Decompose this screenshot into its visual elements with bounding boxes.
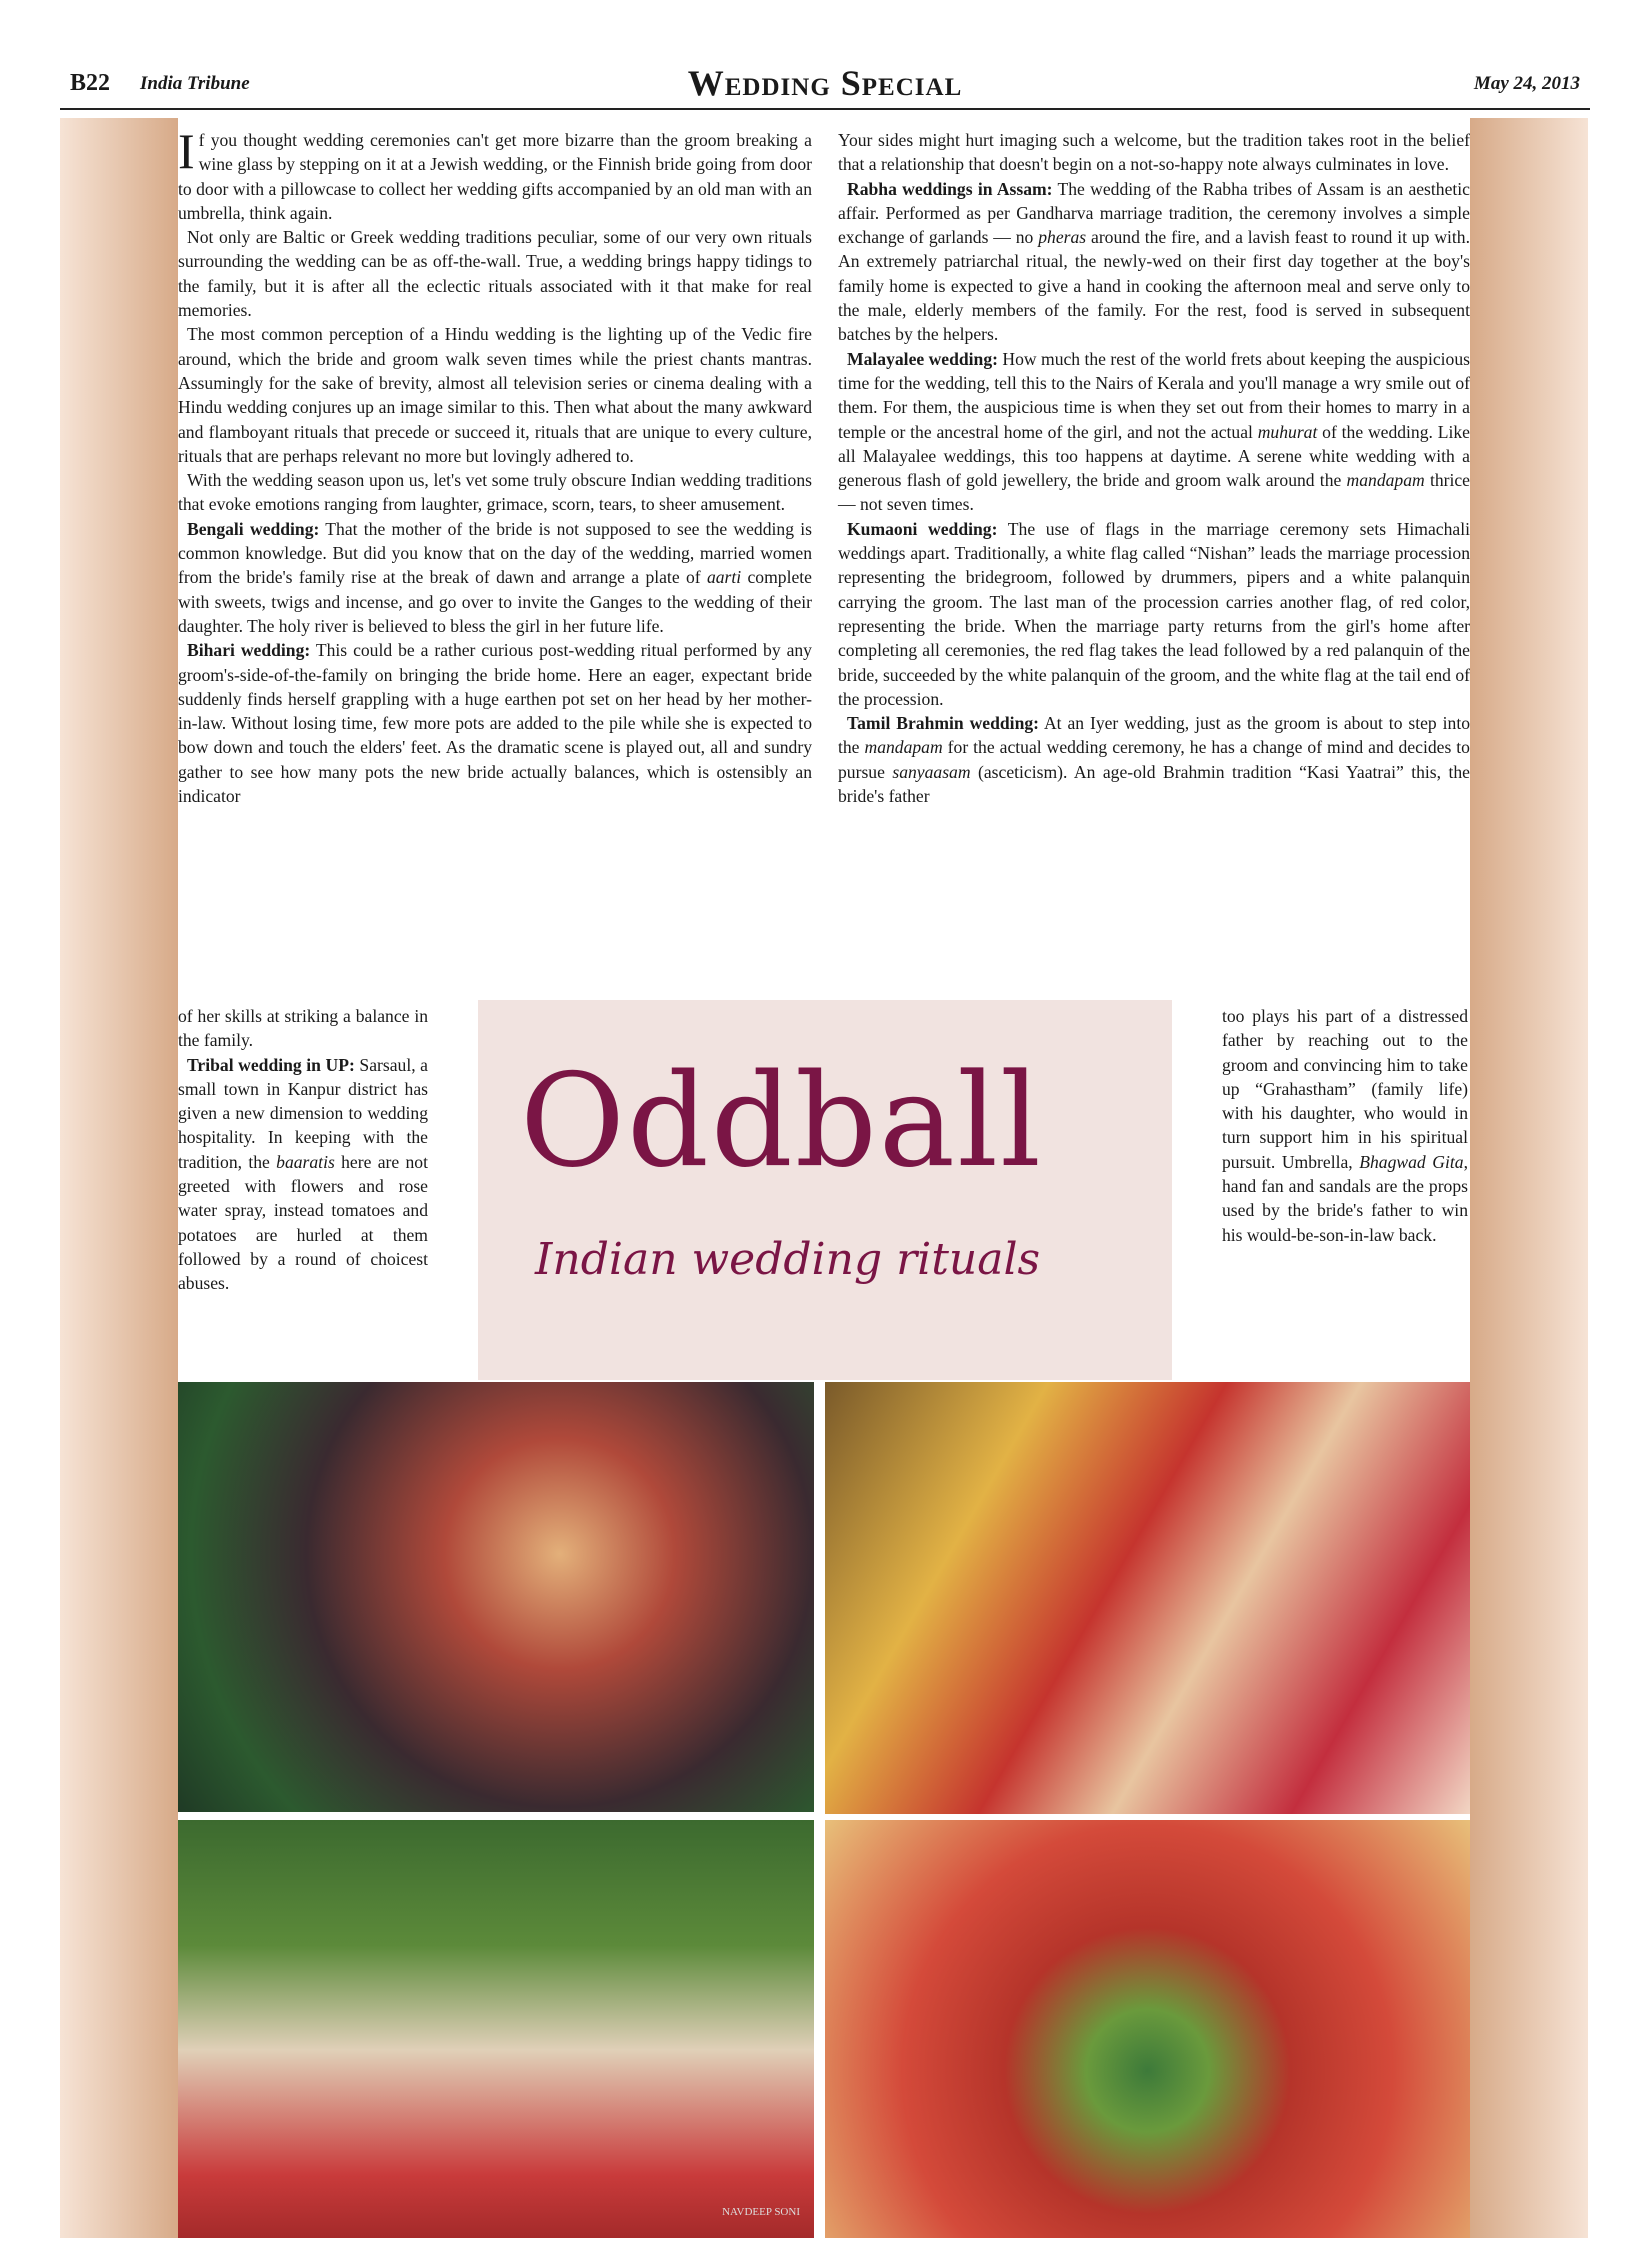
paragraph: too plays his part of a distressed father by reaching out to the groom and convincing him to take up “Grahastham” (family life) with his daughter, who would in turn support him in his spiritual pursuit. Umbrella, Bhagwad Gita, hand fan and sandals are the props used by the bride's father to win his would-be-son-in-law back.: [1222, 1006, 1468, 1245]
tribal-section: Tribal wedding in UP: Sarsaul, a small town in Kanpur district has given a new dimension to wedding hospitality. In keeping with the tradition, the baaratis here are not greeted with flowers and rose water spray, instead tomatoes and potatoes are hurled at them followed by a round of choicest abuses.: [178, 1054, 428, 1294]
article-left-narrow: [178, 1004, 428, 1296]
photo-credit: NAVDEEP SONI: [722, 2206, 800, 2218]
subhead: Malayalee wedding:: [847, 348, 998, 369]
paragraph: The most common perception of a Hindu wedding is the lighting up of the Vedic fire around, which the bride and groom walk seven times while the priest chants mantras. Assumingly for the sake of brevity, almost all television series or cinema dealing with a Hindu wedding conjures up an image similar to this. Then what about the many awkward and flamboyant rituals that precede or succeed it, rituals that are unique to every culture, rituals that are perhaps relevant no more but lovingly adhered to.: [178, 324, 812, 466]
article-title: Oddball: [520, 1047, 1043, 1196]
subhead: Tamil Brahmin wedding:: [847, 713, 1040, 734]
paragraph: Your sides might hurt imaging such a welcome, but the tradition takes root in the belief that a relationship that doesn't begin on a not-so-happy note always culminates in love.: [838, 130, 1470, 175]
subhead: Tribal wedding in UP:: [187, 1054, 355, 1075]
subhead: Rabha weddings in Assam:: [847, 178, 1053, 199]
paragraph: of her skills at striking a balance in the family.: [178, 1006, 428, 1051]
subhead: Bihari wedding:: [187, 640, 311, 661]
photo-groom-procession: [178, 1820, 814, 2238]
article-subtitle: Indian wedding rituals: [535, 1234, 1041, 1285]
section-title: Wedding Special: [687, 63, 963, 103]
malayalee-section: Malayalee wedding: How much the rest of the world frets about keeping the auspicious time for the wedding, tell this to the Nairs of Kerala and you'll manage a wry smile out of them. For them, the auspicious time is when they set out from their homes to marry in a temple or the ancestral home of the girl, and not the actual muhurat of the wedding. Like all Malayalee weddings, this too happens at daytime. A serene white wedding with a generous flash of gold jewellery, the bride and groom walk around the mandapam thrice — not seven times.: [838, 348, 1470, 515]
paragraph: With the wedding season upon us, let's vet some truly obscure Indian wedding traditions that evoke emotions ranging from laughter, grimace, scorn, tears, to sheer amusement.: [178, 470, 812, 515]
subhead: Kumaoni wedding:: [847, 518, 998, 539]
bihari-section: Bihari wedding: This could be a rather curious post-wedding ritual performed by any groom's-side-of-the-family on bringing the bride home. Here an eager, expectant bride suddenly finds herself grappling with a huge earthen pot set on her head by her mother-in-law. Without losing time, few more pots are added to the pile while she is expected to bow down and touch the elders' feet. As the dramatic scene is played out, all and sundry gather to see how many pots the new bride actually balances, which is ostensibly an indicator: [178, 640, 812, 807]
drop-cap: I: [178, 123, 195, 179]
photo-bride-with-pots: [178, 1382, 814, 1812]
photo-bride-betel-leaves: [825, 1820, 1470, 2238]
article-left-column: [178, 123, 812, 808]
right-shade-band: [1470, 118, 1588, 2238]
subhead: Bengali wedding:: [187, 518, 320, 539]
publication-name: India Tribune: [140, 73, 250, 94]
article-right-column: [838, 128, 1470, 808]
kumaoni-section: Kumaoni wedding: The use of flags in the marriage ceremony sets Himachali weddings apart. Traditionally, a white flag called “Nishan” leads the marriage procession representing the bridegroom, followed by drummers, pipers and a white palanquin carrying the groom. The last man of the procession carries another flag, of red color, representing the bride. When the marriage party returns from the girl's home after completing all ceremonies, the red flag takes the lead followed by a red palanquin of the bride, succeeded by the white palanquin of the groom, and the white flag at the tail end of the procession.: [838, 518, 1470, 709]
issue-date: May 24, 2013: [1473, 73, 1580, 94]
left-shade-band: [60, 118, 178, 2238]
bengali-section: Bengali wedding: That the mother of the bride is not supposed to see the wedding is common knowledge. But did you know that on the day of the wedding, married women from the bride's family rise at the break of dawn and arrange a plate of aarti complete with sweets, twigs and incense, and go over to invite the Ganges to the wedding of their daughter. The holy river is believed to bless the girl in her future life.: [178, 518, 812, 636]
tamil-section: Tamil Brahmin wedding: At an Iyer wedding, just as the groom is about to step into the mandapam for the actual wedding ceremony, he has a change of mind and decides to pursue sanyaasam (asceticism). An age-old Brahmin tradition “Kasi Yaatrai” this, the bride's father: [838, 713, 1471, 807]
header-rule: [60, 108, 1590, 110]
page-header: [60, 62, 1590, 107]
photo-bengali-wedding: [825, 1382, 1470, 1814]
rabha-section: Rabha weddings in Assam: The wedding of the Rabha tribes of Assam is an aesthetic affair. Performed as per Gandharva marriage tradition, the ceremony involves a simple exchange of garlands — no pheras around the fire, and a lavish feast to round it up with. An extremely patriarchal ritual, the newly-wed on their first day together at the boy's family home is expected to give a hand in cooking the afternoon meal and serve only to the male, elderly members of the family. For the rest, food is served in subsequent batches by the helpers.: [838, 178, 1470, 345]
paragraph: Not only are Baltic or Greek wedding traditions peculiar, some of our very own rituals surrounding the wedding can be as off-the-wall. True, a wedding brings happy tidings to the family, but it is after all the eclectic rituals associated with it that make for real memories.: [178, 227, 812, 321]
article-right-narrow: [1222, 1004, 1468, 1247]
intro-paragraph: If you thought wedding ceremonies can't get more bizarre than the groom breaking a wine glass by stepping on it at a Jewish wedding, or the Finnish bride going from door to door with a pillowcase to collect her wedding gifts accompanied by an old man with an umbrella, think again.: [178, 123, 812, 223]
page-number: B22: [70, 70, 111, 96]
